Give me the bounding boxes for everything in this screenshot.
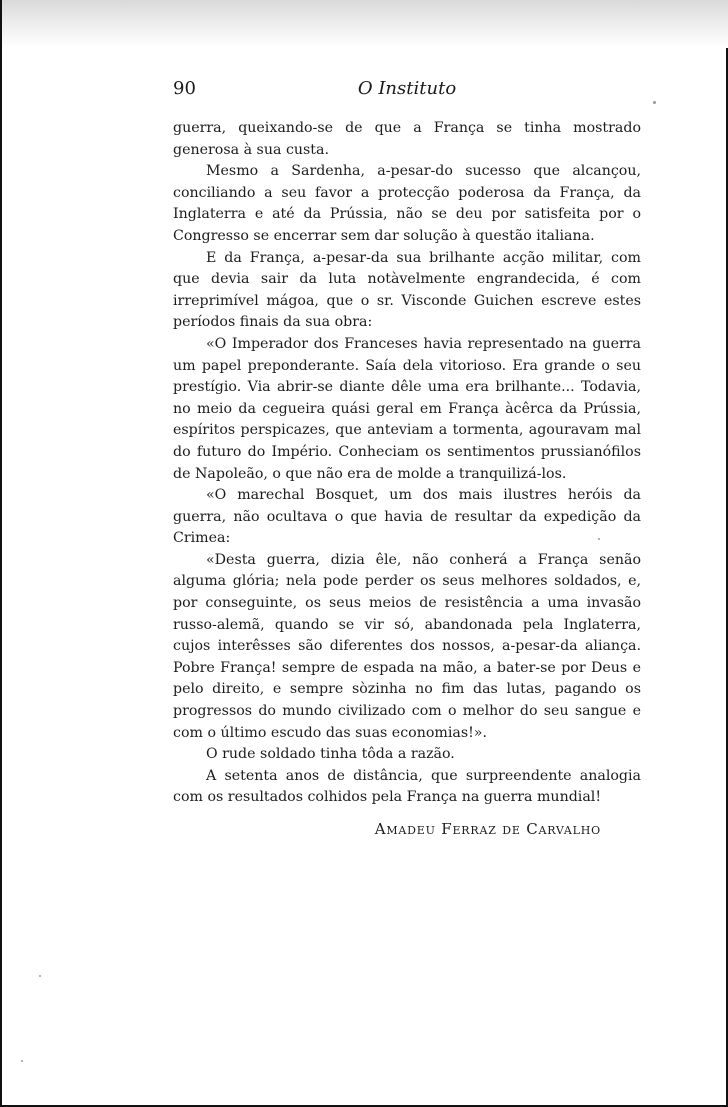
scan-speck xyxy=(21,1060,23,1062)
paragraph: A setenta anos de distância, que surpreendente analogia com os resultados colhidos pela França na guerra mundial! xyxy=(173,767,641,806)
running-title: O Instituto xyxy=(357,78,457,99)
body-text xyxy=(173,118,641,809)
paragraph: O rude soldado tinha tôda a razão. xyxy=(206,746,455,763)
author-signature: Amadeu Ferraz de Carvalho xyxy=(374,820,601,838)
quote-paragraph: «O Imperador dos Franceses havia representado na guerra um papel preponderante. Saía dela vitorioso. Era grande o seu prestígio. Via abrir-se diante dêle uma era brilhante... Todavia, no meio da cegueira quási geral em França àcêrca da Prússia, espíritos perspicazes, que anteviam a tormenta, agouravam mal do futuro do Império. Conheciam os sentimentos prussianófilos de Napoleão, o que não era de molde a tranquilizá-los. xyxy=(173,335,641,482)
quote-paragraph: «O marechal Bosquet, um dos mais ilustres heróis da guerra, não ocultava o que havia de resultar da expedição da Crimea: xyxy=(173,487,641,547)
scan-speck xyxy=(598,538,600,540)
page-number: 90 xyxy=(173,78,196,99)
paragraph: Mesmo a Sardenha, a-pesar-do sucesso que alcançou, conciliando a seu favor a protecção poderosa da França, da Inglaterra e até da Prússia, não se deu por satisfeita por o Congresso se encerrar sem dar solução à questão italiana. xyxy=(173,163,641,244)
paragraph: E da França, a-pesar-da sua brilhante acção militar, com que devia sair da luta notàvelmente engrandecida, é com irreprimível mágoa, que o sr. Visconde Guichen escreve estes períodos finais da sua obra: xyxy=(173,249,641,331)
page-header xyxy=(173,78,641,102)
scan-speck xyxy=(39,975,41,977)
paragraph-continuation: guerra, queixando-se de que a França se tinha mostrado generosa à sua custa. xyxy=(173,120,641,158)
scan-speck xyxy=(653,101,656,104)
quote-paragraph: «Desta guerra, dizia êle, não conherá a França senão alguma glória; nela pode perder os seus melhores soldados, e, por conseguinte, os seus meios de resistência a uma invasão russo-alemã, quando se vir só, abandonada pela Inglaterra, cujos interêsses são diferentes dos nossos, a-pesar-da aliança. Pobre França! sempre de espada na mão, a bater-se por Deus e pelo direito, e sempre sòzinha no fim das lutas, pagando os progressos do mundo civilizado com o melhor do seu sangue e com o último escudo das suas economias!». xyxy=(173,551,641,741)
scan-shadow xyxy=(2,0,728,48)
